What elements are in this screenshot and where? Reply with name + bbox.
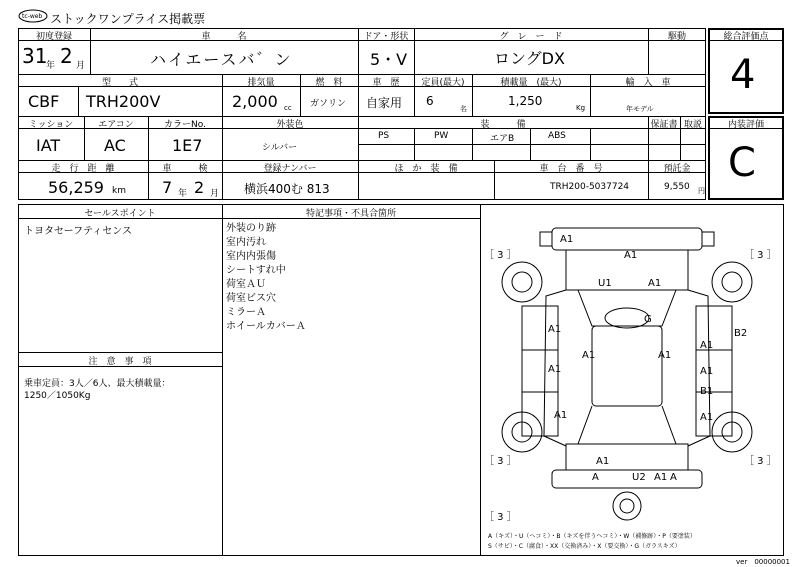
aircon: AC (104, 136, 126, 155)
label-capacity: 定員(最大) (421, 78, 465, 88)
damage-mark: A1 (548, 324, 562, 335)
history: 自家用 (366, 96, 403, 110)
door-shape: 5・V (370, 50, 408, 69)
inspection-month: 2 (194, 178, 205, 197)
import-model: 年モデル (626, 105, 654, 113)
inspection-year-unit: 年 (178, 189, 188, 199)
displacement-unit: cc (284, 104, 292, 112)
label-mission: ミッション (28, 120, 74, 130)
type-code: TRH200V (86, 92, 161, 111)
note-item: 室内内張傷 (226, 251, 276, 262)
overall-score: 4 (730, 52, 756, 98)
equip-ps: PS (378, 131, 390, 141)
price: 9,550 (664, 182, 690, 192)
load: 1,250 (508, 94, 543, 108)
damage-mark: B2 (734, 328, 748, 339)
notes-title: 特記事項・不具合箇所 (305, 209, 396, 219)
damage-mark: A1 (658, 350, 672, 361)
spec-table (18, 28, 706, 200)
note-item: ミラーＡ (226, 307, 266, 318)
displacement: 2,000 (232, 92, 278, 111)
mission: IAT (36, 136, 61, 155)
tire-label-rl: ［ 3 ］ (484, 456, 517, 467)
equip-abs: ABS (548, 131, 566, 141)
caution-line1: 乗車定員：3人／6人、最大積載量： (24, 379, 171, 389)
tire-label-fr: ［ 3 ］ (744, 250, 777, 261)
label-color-no: カラーNo. (164, 120, 206, 130)
car-name: ハイエースバ゛ン (150, 50, 293, 69)
first-reg-month: 2 (60, 44, 73, 68)
ext-color: シルバー (262, 143, 298, 153)
label-equipment: 装 備 (480, 120, 526, 130)
label-manual: 取説 (683, 120, 702, 130)
sales-point: トヨタセーフティセンス (24, 226, 132, 237)
damage-mark: U1 (598, 278, 612, 289)
label-interior: 内装評価 (727, 120, 764, 130)
capacity: 6 (426, 94, 434, 108)
tire-label-rr: ［ 3 ］ (744, 456, 777, 467)
note-item: 室内汚れ (226, 237, 266, 248)
label-drive: 駆動 (667, 32, 686, 42)
label-price: 預託金 (663, 164, 691, 174)
type-prefix: CBF (28, 92, 60, 111)
label-mileage: 走 行 距 離 (51, 164, 115, 174)
damage-mark: A1 (648, 278, 662, 289)
label-first-reg: 初度登録 (35, 32, 72, 42)
chassis: TRH200-5037724 (550, 182, 630, 192)
inspection-month-unit: 月 (210, 189, 220, 199)
note-item: 荷室ビス穴 (226, 293, 276, 304)
sales-point-title: セールスポイント (84, 209, 156, 219)
label-history: 車 歴 (372, 78, 400, 88)
note-item: ホイールカバーＡ (226, 321, 306, 332)
load-unit: Kg (576, 104, 586, 112)
damage-mark: A1 (554, 410, 568, 421)
legend-line2: S（サビ）・C（腐食）・XX（交換済み）・X（要交換）・G（ガラスキズ） (488, 543, 681, 550)
first-reg-year: 31 (22, 44, 48, 68)
label-import: 輸 入 車 (625, 78, 671, 88)
damage-mark: A1 (582, 350, 596, 361)
label-aircon: エアコン (98, 120, 134, 130)
grade: ロングDX (494, 49, 565, 68)
label-fuel: 燃 料 (315, 78, 343, 88)
color-no: 1E7 (172, 136, 203, 155)
version: ver 00000001 (736, 558, 790, 566)
label-car-name: 車 名 (201, 32, 247, 42)
damage-mark: A1 (700, 340, 714, 351)
plate: 横浜400む 813 (244, 182, 330, 196)
legend-line1: A（キズ）・U（ヘコミ）・B（キズを伴うヘコミ）・W（補修跡）・P（要塗装） (488, 533, 696, 540)
damage-mark: A1 (596, 456, 610, 467)
damage-mark: A1 (700, 366, 714, 377)
label-other-equip: ほ か 装 備 (394, 164, 458, 174)
caution-title: 注 意 事 項 (88, 357, 152, 367)
damage-mark: A (670, 472, 677, 483)
logo-icon (18, 8, 48, 24)
legend (488, 532, 696, 550)
damage-mark: A1 (624, 250, 638, 261)
label-warranty: 保証書 (650, 120, 678, 130)
logo-text: tc-web (22, 13, 43, 20)
label-type: 型 式 (101, 78, 138, 88)
inspection-year: 7 (162, 178, 173, 197)
label-door: ドア・形状 (363, 32, 409, 42)
logo (18, 8, 48, 24)
tire-label-spare: ［ 3 ］ (484, 512, 517, 523)
damage-mark: A1 (548, 364, 562, 375)
label-plate: 登録ナンバー (263, 164, 317, 174)
price-unit: 円 (698, 187, 705, 195)
equip-pw: PW (434, 131, 449, 141)
note-item: シートすれ中 (226, 265, 286, 276)
caution-line2: 1250／1050Kg (24, 391, 91, 401)
mileage: 56,259 (48, 178, 104, 197)
damage-mark: A1 (654, 472, 668, 483)
note-item: 外装のり跡 (226, 223, 276, 234)
month-unit: 月 (76, 61, 86, 71)
year-unit: 年 (46, 61, 56, 71)
label-ext-color: 外装色 (276, 120, 304, 130)
fuel: ガソリン (310, 99, 347, 109)
damage-mark: G (644, 314, 652, 325)
label-chassis: 車 台 番 号 (539, 164, 603, 174)
equip-airbag: エアB (490, 134, 515, 144)
tire-label-fl: ［ 3 ］ (484, 250, 517, 261)
capacity-unit: 名 (460, 105, 467, 113)
note-item: 荷室ＡＵ (226, 279, 266, 290)
label-displacement: 排気量 (247, 78, 275, 88)
damage-mark: A1 (560, 234, 574, 245)
damage-mark: B1 (700, 386, 714, 397)
notes-list (226, 222, 306, 334)
label-grade: グ レ ー ド (499, 32, 563, 42)
page-title: ストックワンプライス掲載票 (50, 12, 206, 26)
interior-score: C (728, 140, 756, 186)
mileage-unit: km (112, 186, 126, 196)
vehicle-diagram (482, 206, 782, 554)
damage-mark: A (592, 472, 599, 483)
label-inspection: 車 検 (162, 164, 208, 174)
damage-mark: A1 (700, 412, 714, 423)
label-overall: 総合評価点 (723, 32, 769, 42)
damage-mark: U2 (632, 472, 646, 483)
label-load: 積載量 (最大) (500, 78, 562, 88)
vehicle-outline-icon (502, 228, 752, 520)
